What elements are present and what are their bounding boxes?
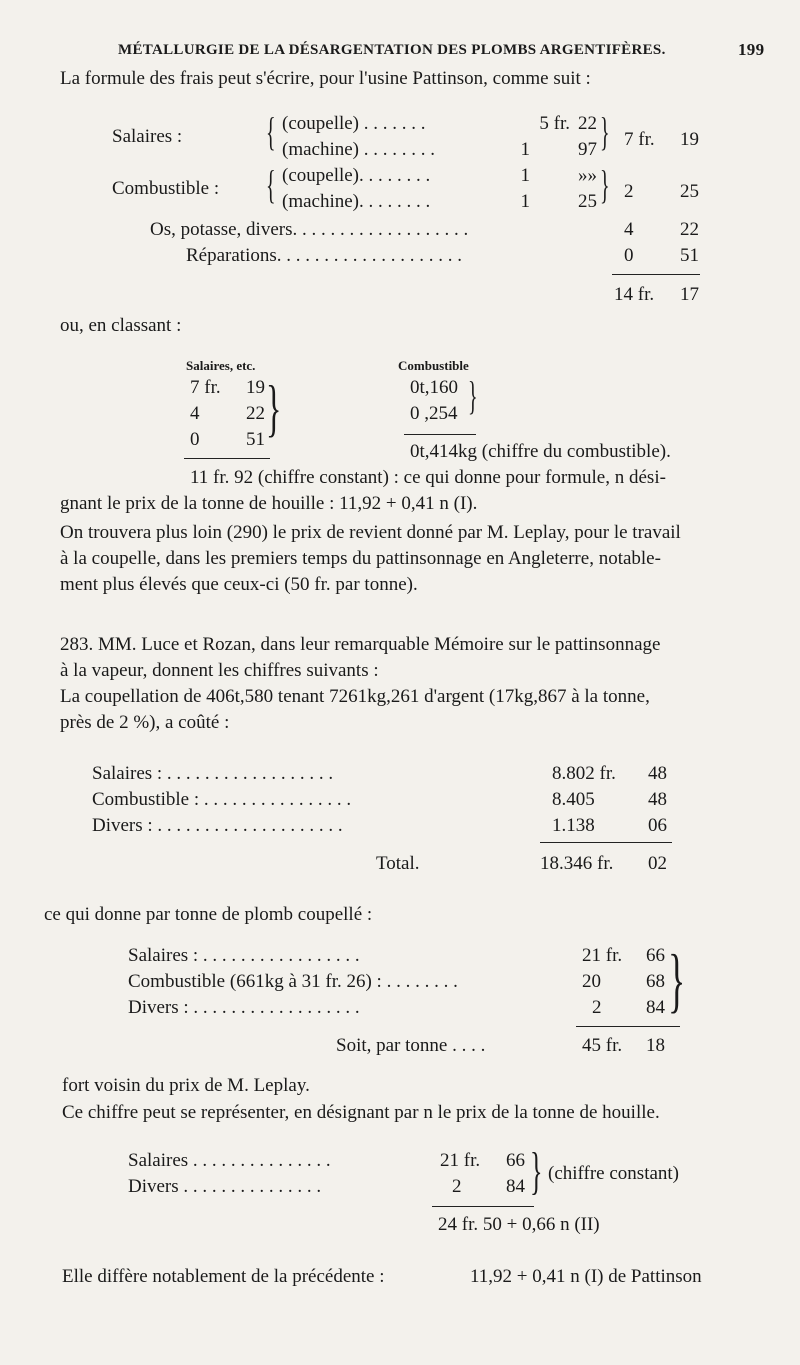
os-c: 22 [680, 219, 699, 240]
para2-line: à la coupelle, dans les premiers temps du pattinsonnage en Angleterre, notable- [60, 548, 661, 569]
amount-c: 19 [246, 377, 265, 398]
total-fr: 18.346 fr. [540, 853, 614, 874]
total-rule [540, 842, 672, 843]
brace-right-2: } [600, 162, 610, 207]
amount-c: 48 [648, 763, 667, 784]
amount-c: »» [578, 165, 597, 186]
constant-note: (chiffre constant) [548, 1163, 680, 1184]
amount-fr: 1.138 [552, 815, 595, 836]
total-c: 18 [646, 1035, 665, 1056]
amount-c: 66 [646, 945, 665, 966]
const-total: 11 fr. 92 (chiffre constant) : ce qui donne pour formule, n dési- [190, 467, 666, 488]
row-label: Combustible (661kg à 31 fr. 26) : . . . . . . . . [128, 971, 458, 992]
total-c: 17 [680, 284, 699, 305]
amount-c: 06 [648, 815, 667, 836]
para3-line: près de 2 %), a coûté : [60, 712, 230, 733]
amount-fr: 4 [190, 403, 200, 424]
para3-line: 283. MM. Luce et Rozan, dans leur remarquable Mémoire sur le pattinsonnage [60, 634, 661, 655]
final-line: Elle diffère notablement de la précédente : [62, 1266, 385, 1287]
amount-fr: 0 [190, 429, 200, 450]
total-label: Total. [376, 853, 420, 874]
amount-c: 51 [246, 429, 265, 450]
os-label: Os, potasse, divers. . . . . . . . . . . . . . . . . . . [150, 219, 469, 240]
amount-fr: 8.405 [552, 789, 595, 810]
row-label: Divers : . . . . . . . . . . . . . . . . . . [128, 997, 360, 1018]
amount-fr: 8.802 fr. [552, 763, 616, 784]
para3-line: à la vapeur, donnent les chiffres suivants : [60, 660, 379, 681]
leplay-line: fort voisin du prix de M. Leplay. [62, 1075, 310, 1096]
comb-total: 0t,414kg (chiffre du combustible). [410, 441, 671, 462]
amount-c: 68 [646, 971, 665, 992]
intro-line: La formule des frais peut s'écrire, pour l'usine Pattinson, comme suit : [60, 68, 591, 89]
subtotal-fr: 2 [624, 181, 634, 202]
amount-c: 84 [646, 997, 665, 1018]
final-formula: 11,92 + 0,41 n (I) de Pattinson [470, 1266, 702, 1287]
row-label: (coupelle) . . . . . . . [282, 113, 426, 134]
brace-left-2: { [266, 162, 276, 207]
brace-col1: } [266, 372, 282, 443]
comb-value: 0 ,254 [410, 403, 458, 424]
row-label: Combustible : . . . . . . . . . . . . . . . . [92, 789, 352, 810]
combustible-label: Combustible : [112, 178, 220, 199]
comb-value: 0t,160 [410, 377, 459, 398]
chiffre-line: Ce chiffre peut se représenter, en désignant par n le prix de la tonne de houille. [62, 1102, 660, 1123]
col-head-salaires: Salaires, etc. [186, 358, 256, 373]
amount-fr: 2 [452, 1176, 462, 1197]
amount-fr: 7 fr. [190, 377, 221, 398]
row-label: (coupelle). . . . . . . . [282, 165, 431, 186]
amount-fr: 21 fr. [440, 1150, 481, 1171]
amount-fr: 1 [520, 139, 530, 160]
amount-c: 66 [506, 1150, 525, 1171]
salaires-label: Salaires : [112, 126, 183, 147]
amount-fr: 2 [592, 997, 602, 1018]
col-head-combustible: Combustible [398, 358, 469, 373]
brace-table5: } [530, 1143, 543, 1200]
amount-fr: 5 fr. [539, 113, 570, 134]
para2-line: On trouvera plus loin (290) le prix de revient donné par M. Leplay, pour le travail [60, 522, 681, 543]
running-title: MÉTALLURGIE DE LA DÉSARGENTATION DES PLOMBS ARGENTIFÈRES. [118, 42, 666, 58]
page-number: 199 [738, 40, 765, 59]
os-fr: 4 [624, 219, 634, 240]
reparations-label: Réparations. . . . . . . . . . . . . . . . . . . . [186, 245, 463, 266]
subtotal-c: 19 [680, 129, 699, 150]
brace-table4: } [668, 940, 686, 1020]
formula-ii: 24 fr. 50 + 0,66 n (II) [438, 1214, 600, 1235]
amount-c: 48 [648, 789, 667, 810]
total-fr: 45 fr. [582, 1035, 623, 1056]
reparations-c: 51 [680, 245, 699, 266]
para3-line: La coupellation de 406t,580 tenant 7261kg,261 d'argent (17kg,867 à la tonne, [60, 686, 650, 707]
para2-line: ment plus élevés que ceux-ci (50 fr. par tonne). [60, 574, 418, 595]
row-label: (machine) . . . . . . . . [282, 139, 436, 160]
reparations-fr: 0 [624, 245, 634, 266]
total-label: Soit, par tonne . . . . [336, 1035, 486, 1056]
brace-left-1: { [266, 109, 276, 154]
total-fr: 14 fr. [614, 284, 655, 305]
amount-c: 22 [246, 403, 265, 424]
amount-fr: 20 [582, 971, 601, 992]
per-tonne-line: ce qui donne par tonne de plomb coupellé : [44, 904, 373, 925]
col2-rule [404, 434, 476, 435]
subtotal-fr: 7 fr. [624, 129, 655, 150]
amount-fr: 1 [520, 191, 530, 212]
classant-line: ou, en classant : [60, 315, 182, 336]
amount-fr: 1 [520, 165, 530, 186]
row-label: Salaires : . . . . . . . . . . . . . . . . . . [92, 763, 334, 784]
row-label: Salaires . . . . . . . . . . . . . . . [128, 1150, 331, 1171]
total-rule [576, 1026, 680, 1027]
subtotal-c: 25 [680, 181, 699, 202]
row-label: Salaires : . . . . . . . . . . . . . . . . . [128, 945, 360, 966]
amount-c: 84 [506, 1176, 525, 1197]
amount-c: 25 [578, 191, 597, 212]
col1-rule [184, 458, 270, 459]
row-label: Divers : . . . . . . . . . . . . . . . . . . . . [92, 815, 343, 836]
amount-c: 22 [578, 113, 597, 134]
total-c: 02 [648, 853, 667, 874]
amount-fr: 21 fr. [582, 945, 623, 966]
row-label: (machine). . . . . . . . [282, 191, 431, 212]
total-rule [612, 274, 700, 275]
brace-col2: } [468, 373, 478, 418]
formula-line: gnant le prix de la tonne de houille : 11,92 + 0,41 n (I). [60, 493, 478, 514]
row-label: Divers . . . . . . . . . . . . . . . [128, 1176, 322, 1197]
brace-right-1: } [600, 109, 610, 154]
total-rule [432, 1206, 534, 1207]
amount-c: 97 [578, 139, 597, 160]
